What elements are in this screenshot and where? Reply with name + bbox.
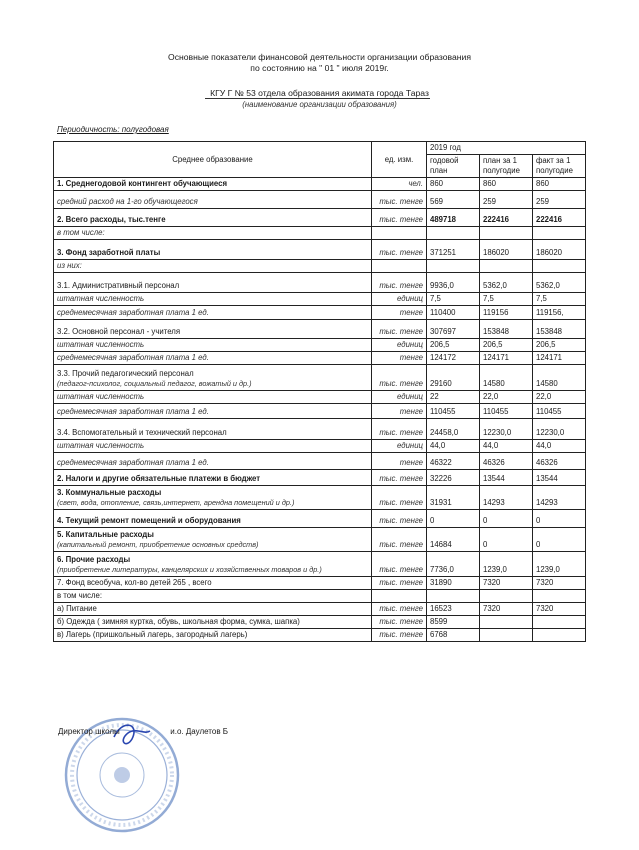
row-value-v1: 9936,0 bbox=[427, 273, 480, 293]
table-row bbox=[54, 260, 586, 273]
row-name-note: (капитальный ремонт, приобретение основных средств) bbox=[57, 540, 259, 549]
row-unit: тыс. тенге bbox=[372, 240, 427, 260]
row-unit: тыс. тенге bbox=[372, 577, 427, 590]
row-value-v3: 12230,0 bbox=[533, 419, 586, 440]
row-value-v3 bbox=[533, 590, 586, 603]
row-unit: единиц bbox=[372, 440, 427, 453]
header-plan-year: годовой план bbox=[427, 155, 480, 178]
row-name-text: 3.3. Прочий педагогический персонал bbox=[57, 369, 194, 378]
row-value-v2: 206,5 bbox=[480, 339, 533, 352]
row-value-v1: 44,0 bbox=[427, 440, 480, 453]
table-row bbox=[54, 178, 586, 191]
row-unit: тенге bbox=[372, 453, 427, 470]
row-unit: тыс. тенге bbox=[372, 629, 427, 642]
row-unit: единиц bbox=[372, 293, 427, 306]
row-name bbox=[54, 629, 372, 642]
row-name bbox=[54, 339, 372, 352]
row-unit: тыс. тенге bbox=[372, 365, 427, 391]
row-name bbox=[54, 453, 372, 470]
row-name-text: из них: bbox=[57, 261, 82, 270]
row-value-v2: 5362,0 bbox=[480, 273, 533, 293]
row-value-v3: 0 bbox=[533, 510, 586, 528]
row-value-v1: 124172 bbox=[427, 352, 480, 365]
row-value-v2 bbox=[480, 590, 533, 603]
table-row bbox=[54, 528, 586, 552]
row-value-v2: 259 bbox=[480, 191, 533, 209]
row-name bbox=[54, 306, 372, 320]
row-name-text: 3.2. Основной персонал - учителя bbox=[57, 327, 181, 336]
row-unit bbox=[372, 227, 427, 240]
row-value-v2: 14580 bbox=[480, 365, 533, 391]
row-name-text: а) Питание bbox=[57, 604, 97, 613]
row-value-v1: 7,5 bbox=[427, 293, 480, 306]
row-value-v1: 371251 bbox=[427, 240, 480, 260]
row-value-v2: 153848 bbox=[480, 320, 533, 339]
row-value-v3: 110455 bbox=[533, 404, 586, 419]
table-header-row bbox=[54, 142, 586, 155]
row-name-text: штатная численность bbox=[57, 340, 145, 349]
row-value-v3: 7320 bbox=[533, 603, 586, 616]
row-name-text: б) Одежда ( зимняя куртка, обувь, школьная форма, сумка, шапка) bbox=[57, 617, 300, 626]
row-value-v1: 16523 bbox=[427, 603, 480, 616]
director-name: и.о. Даулетов Б bbox=[170, 727, 229, 736]
row-value-v2: 12230,0 bbox=[480, 419, 533, 440]
table-row bbox=[54, 486, 586, 510]
row-unit: тыс. тенге bbox=[372, 320, 427, 339]
row-unit: тенге bbox=[372, 306, 427, 320]
table-row bbox=[54, 577, 586, 590]
organization-underline bbox=[205, 98, 430, 99]
row-unit: тыс. тенге bbox=[372, 470, 427, 486]
row-unit: единиц bbox=[372, 391, 427, 404]
row-value-v3: 44,0 bbox=[533, 440, 586, 453]
row-name-note: (приобретение литературы, канцелярских и хозяйственных товаров и др.) bbox=[57, 565, 322, 574]
row-name bbox=[54, 209, 372, 227]
row-name-note: (свет, вода, отопление, связь,интернет, арендна помещений и др.) bbox=[57, 498, 295, 507]
row-unit: чел. bbox=[372, 178, 427, 191]
row-value-v3 bbox=[533, 227, 586, 240]
row-value-v1: 110400 bbox=[427, 306, 480, 320]
table-row bbox=[54, 352, 586, 365]
table-row bbox=[54, 603, 586, 616]
row-unit: единиц bbox=[372, 339, 427, 352]
row-value-v1: 569 bbox=[427, 191, 480, 209]
table-row bbox=[54, 510, 586, 528]
row-unit: тыс. тенге bbox=[372, 273, 427, 293]
row-value-v2: 110455 bbox=[480, 404, 533, 419]
row-name bbox=[54, 365, 372, 391]
row-value-v1: 29160 bbox=[427, 365, 480, 391]
row-value-v2: 0 bbox=[480, 528, 533, 552]
report-date: по состоянию на " 01 " июля 2019г. bbox=[250, 63, 389, 73]
table-row bbox=[54, 293, 586, 306]
row-name-text: среднемесячная заработная плата 1 ед. bbox=[57, 353, 209, 362]
row-unit: тыс. тенге bbox=[372, 552, 427, 577]
header-unit: ед. изм. bbox=[372, 142, 427, 178]
row-value-v2: 14293 bbox=[480, 486, 533, 510]
row-unit: тыс. тенге bbox=[372, 486, 427, 510]
row-value-v1: 110455 bbox=[427, 404, 480, 419]
table-row bbox=[54, 629, 586, 642]
row-value-v3: 7320 bbox=[533, 577, 586, 590]
row-unit: тенге bbox=[372, 352, 427, 365]
row-value-v2: 124171 bbox=[480, 352, 533, 365]
table-row bbox=[54, 339, 586, 352]
report-title: Основные показатели финансовой деятельности организации образования bbox=[168, 52, 471, 62]
row-name-text: в том числе: bbox=[57, 228, 105, 237]
organization-caption: (наименование организации образования) bbox=[242, 100, 397, 109]
row-value-v1: 31931 bbox=[427, 486, 480, 510]
row-value-v3 bbox=[533, 260, 586, 273]
row-value-v3: 222416 bbox=[533, 209, 586, 227]
row-value-v1: 7736,0 bbox=[427, 552, 480, 577]
row-name-text: 2. Всего расходы, тыс.тенге bbox=[57, 215, 166, 224]
organization-name: КГУ Г № 53 отдела образования акимата города Тараз bbox=[210, 88, 429, 98]
row-value-v3: 14293 bbox=[533, 486, 586, 510]
row-value-v3: 119156, bbox=[533, 306, 586, 320]
row-name bbox=[54, 552, 372, 577]
row-name bbox=[54, 320, 372, 339]
row-name bbox=[54, 404, 372, 419]
row-unit: тыс. тенге bbox=[372, 616, 427, 629]
row-name bbox=[54, 486, 372, 510]
row-value-v1: 14684 bbox=[427, 528, 480, 552]
row-unit: тыс. тенге bbox=[372, 603, 427, 616]
row-unit bbox=[372, 590, 427, 603]
row-name bbox=[54, 391, 372, 404]
row-name-note: (педагог-психолог, социальный педагог, вожатый и др.) bbox=[57, 379, 252, 388]
row-name-text: штатная численность bbox=[57, 294, 145, 303]
table-row bbox=[54, 365, 586, 391]
row-value-v3: 46326 bbox=[533, 453, 586, 470]
row-value-v2: 46326 bbox=[480, 453, 533, 470]
row-value-v2: 119156 bbox=[480, 306, 533, 320]
row-value-v1: 860 bbox=[427, 178, 480, 191]
row-name-text: 3.1. Административный персонал bbox=[57, 281, 180, 290]
row-unit: тыс. тенге bbox=[372, 510, 427, 528]
row-value-v2 bbox=[480, 260, 533, 273]
row-value-v2: 22,0 bbox=[480, 391, 533, 404]
row-name-text: 3.4. Вспомогательный и технический персонал bbox=[57, 428, 227, 437]
row-value-v3: 186020 bbox=[533, 240, 586, 260]
row-value-v1 bbox=[427, 590, 480, 603]
row-value-v3: 860 bbox=[533, 178, 586, 191]
row-value-v1: 31890 bbox=[427, 577, 480, 590]
row-value-v3: 259 bbox=[533, 191, 586, 209]
row-value-v1: 32226 bbox=[427, 470, 480, 486]
row-name bbox=[54, 352, 372, 365]
row-name bbox=[54, 616, 372, 629]
row-name-text: штатная численность bbox=[57, 392, 145, 401]
row-name-text: среднемесячная заработная плата 1 ед. bbox=[57, 407, 209, 416]
table-row bbox=[54, 419, 586, 440]
row-value-v3: 124171 bbox=[533, 352, 586, 365]
financial-table bbox=[53, 141, 586, 642]
row-name-text: средний расход на 1-го обучающегося bbox=[57, 197, 198, 206]
row-value-v1: 24458,0 bbox=[427, 419, 480, 440]
row-name-text: 2. Налоги и другие обязательные платежи в бюджет bbox=[57, 474, 261, 483]
row-value-v1: 206,5 bbox=[427, 339, 480, 352]
row-value-v3: 7,5 bbox=[533, 293, 586, 306]
table-row bbox=[54, 227, 586, 240]
row-name-text: 1. Среднегодовой контингент обучающиеся bbox=[57, 179, 228, 188]
row-value-v2: 186020 bbox=[480, 240, 533, 260]
row-value-v2 bbox=[480, 629, 533, 642]
table-row bbox=[54, 320, 586, 339]
row-value-v2: 860 bbox=[480, 178, 533, 191]
table-row bbox=[54, 306, 586, 320]
row-unit: тыс. тенге bbox=[372, 528, 427, 552]
row-name-text: среднемесячная заработная плата 1 ед. bbox=[57, 308, 209, 317]
row-value-v3: 14580 bbox=[533, 365, 586, 391]
table-row bbox=[54, 391, 586, 404]
table-row bbox=[54, 404, 586, 419]
row-value-v1: 489718 bbox=[427, 209, 480, 227]
row-name bbox=[54, 590, 372, 603]
row-value-v3: 0 bbox=[533, 528, 586, 552]
director-signature-line bbox=[58, 727, 228, 736]
row-value-v1 bbox=[427, 260, 480, 273]
row-value-v2: 0 bbox=[480, 510, 533, 528]
table-row bbox=[54, 440, 586, 453]
row-value-v3: 22,0 bbox=[533, 391, 586, 404]
row-unit: тыс. тенге bbox=[372, 209, 427, 227]
table-row bbox=[54, 453, 586, 470]
row-value-v3: 206,5 bbox=[533, 339, 586, 352]
row-name bbox=[54, 510, 372, 528]
table-row bbox=[54, 191, 586, 209]
row-value-v1: 22 bbox=[427, 391, 480, 404]
row-name bbox=[54, 603, 372, 616]
row-name bbox=[54, 440, 372, 453]
row-name bbox=[54, 419, 372, 440]
row-value-v1: 307697 bbox=[427, 320, 480, 339]
row-name-text: среднемесячная заработная плата 1 ед. bbox=[57, 458, 209, 467]
row-name bbox=[54, 178, 372, 191]
row-name bbox=[54, 240, 372, 260]
row-value-v3: 13544 bbox=[533, 470, 586, 486]
row-name bbox=[54, 293, 372, 306]
table-row bbox=[54, 240, 586, 260]
row-value-v1: 6768 bbox=[427, 629, 480, 642]
director-label: Директор школы bbox=[58, 727, 120, 736]
row-unit: тыс. тенге bbox=[372, 419, 427, 440]
row-value-v1: 46322 bbox=[427, 453, 480, 470]
row-value-v1 bbox=[427, 227, 480, 240]
row-value-v2: 1239,0 bbox=[480, 552, 533, 577]
header-year: 2019 год bbox=[427, 142, 586, 155]
row-name-text: 5. Капитальные расходы bbox=[57, 530, 154, 539]
header-name: Среднее образование bbox=[54, 142, 372, 178]
row-value-v2: 222416 bbox=[480, 209, 533, 227]
row-name bbox=[54, 191, 372, 209]
row-name bbox=[54, 260, 372, 273]
row-name bbox=[54, 470, 372, 486]
table-row bbox=[54, 616, 586, 629]
table-row bbox=[54, 209, 586, 227]
row-name-text: 7. Фонд всеобуча, кол-во детей 265 , всего bbox=[57, 578, 212, 587]
row-value-v3 bbox=[533, 629, 586, 642]
row-value-v3: 153848 bbox=[533, 320, 586, 339]
row-value-v2: 7320 bbox=[480, 603, 533, 616]
row-name-text: 3. Фонд заработной платы bbox=[57, 248, 161, 257]
row-name bbox=[54, 577, 372, 590]
table-row bbox=[54, 590, 586, 603]
row-name-text: 4. Текущий ремонт помещений и оборудования bbox=[57, 516, 241, 525]
row-value-v2: 44,0 bbox=[480, 440, 533, 453]
row-unit bbox=[372, 260, 427, 273]
row-name-text: 3. Коммунальные расходы bbox=[57, 488, 162, 497]
header-fact-half: факт за 1 полугодие bbox=[533, 155, 586, 178]
row-value-v2: 7320 bbox=[480, 577, 533, 590]
row-name-text: штатная численность bbox=[57, 441, 145, 450]
row-value-v3 bbox=[533, 616, 586, 629]
row-unit: тыс. тенге bbox=[372, 191, 427, 209]
row-unit: тенге bbox=[372, 404, 427, 419]
table-row bbox=[54, 470, 586, 486]
table-row bbox=[54, 552, 586, 577]
periodicity-label: Периодичность: полугодовая bbox=[57, 125, 169, 134]
row-name bbox=[54, 273, 372, 293]
header-plan-half: план за 1 полугодие bbox=[480, 155, 533, 178]
table-row bbox=[54, 273, 586, 293]
row-name-text: в том числе: bbox=[57, 591, 103, 600]
row-name bbox=[54, 227, 372, 240]
row-name bbox=[54, 528, 372, 552]
row-value-v1: 8599 bbox=[427, 616, 480, 629]
row-value-v3: 1239,0 bbox=[533, 552, 586, 577]
row-value-v2: 13544 bbox=[480, 470, 533, 486]
row-value-v3: 5362,0 bbox=[533, 273, 586, 293]
row-name-text: в) Лагерь (пришкольный лагерь, загородный лагерь) bbox=[57, 630, 248, 639]
row-value-v2 bbox=[480, 227, 533, 240]
row-value-v1: 0 bbox=[427, 510, 480, 528]
row-value-v2 bbox=[480, 616, 533, 629]
row-value-v2: 7,5 bbox=[480, 293, 533, 306]
row-name-text: 6. Прочие расходы bbox=[57, 555, 131, 564]
